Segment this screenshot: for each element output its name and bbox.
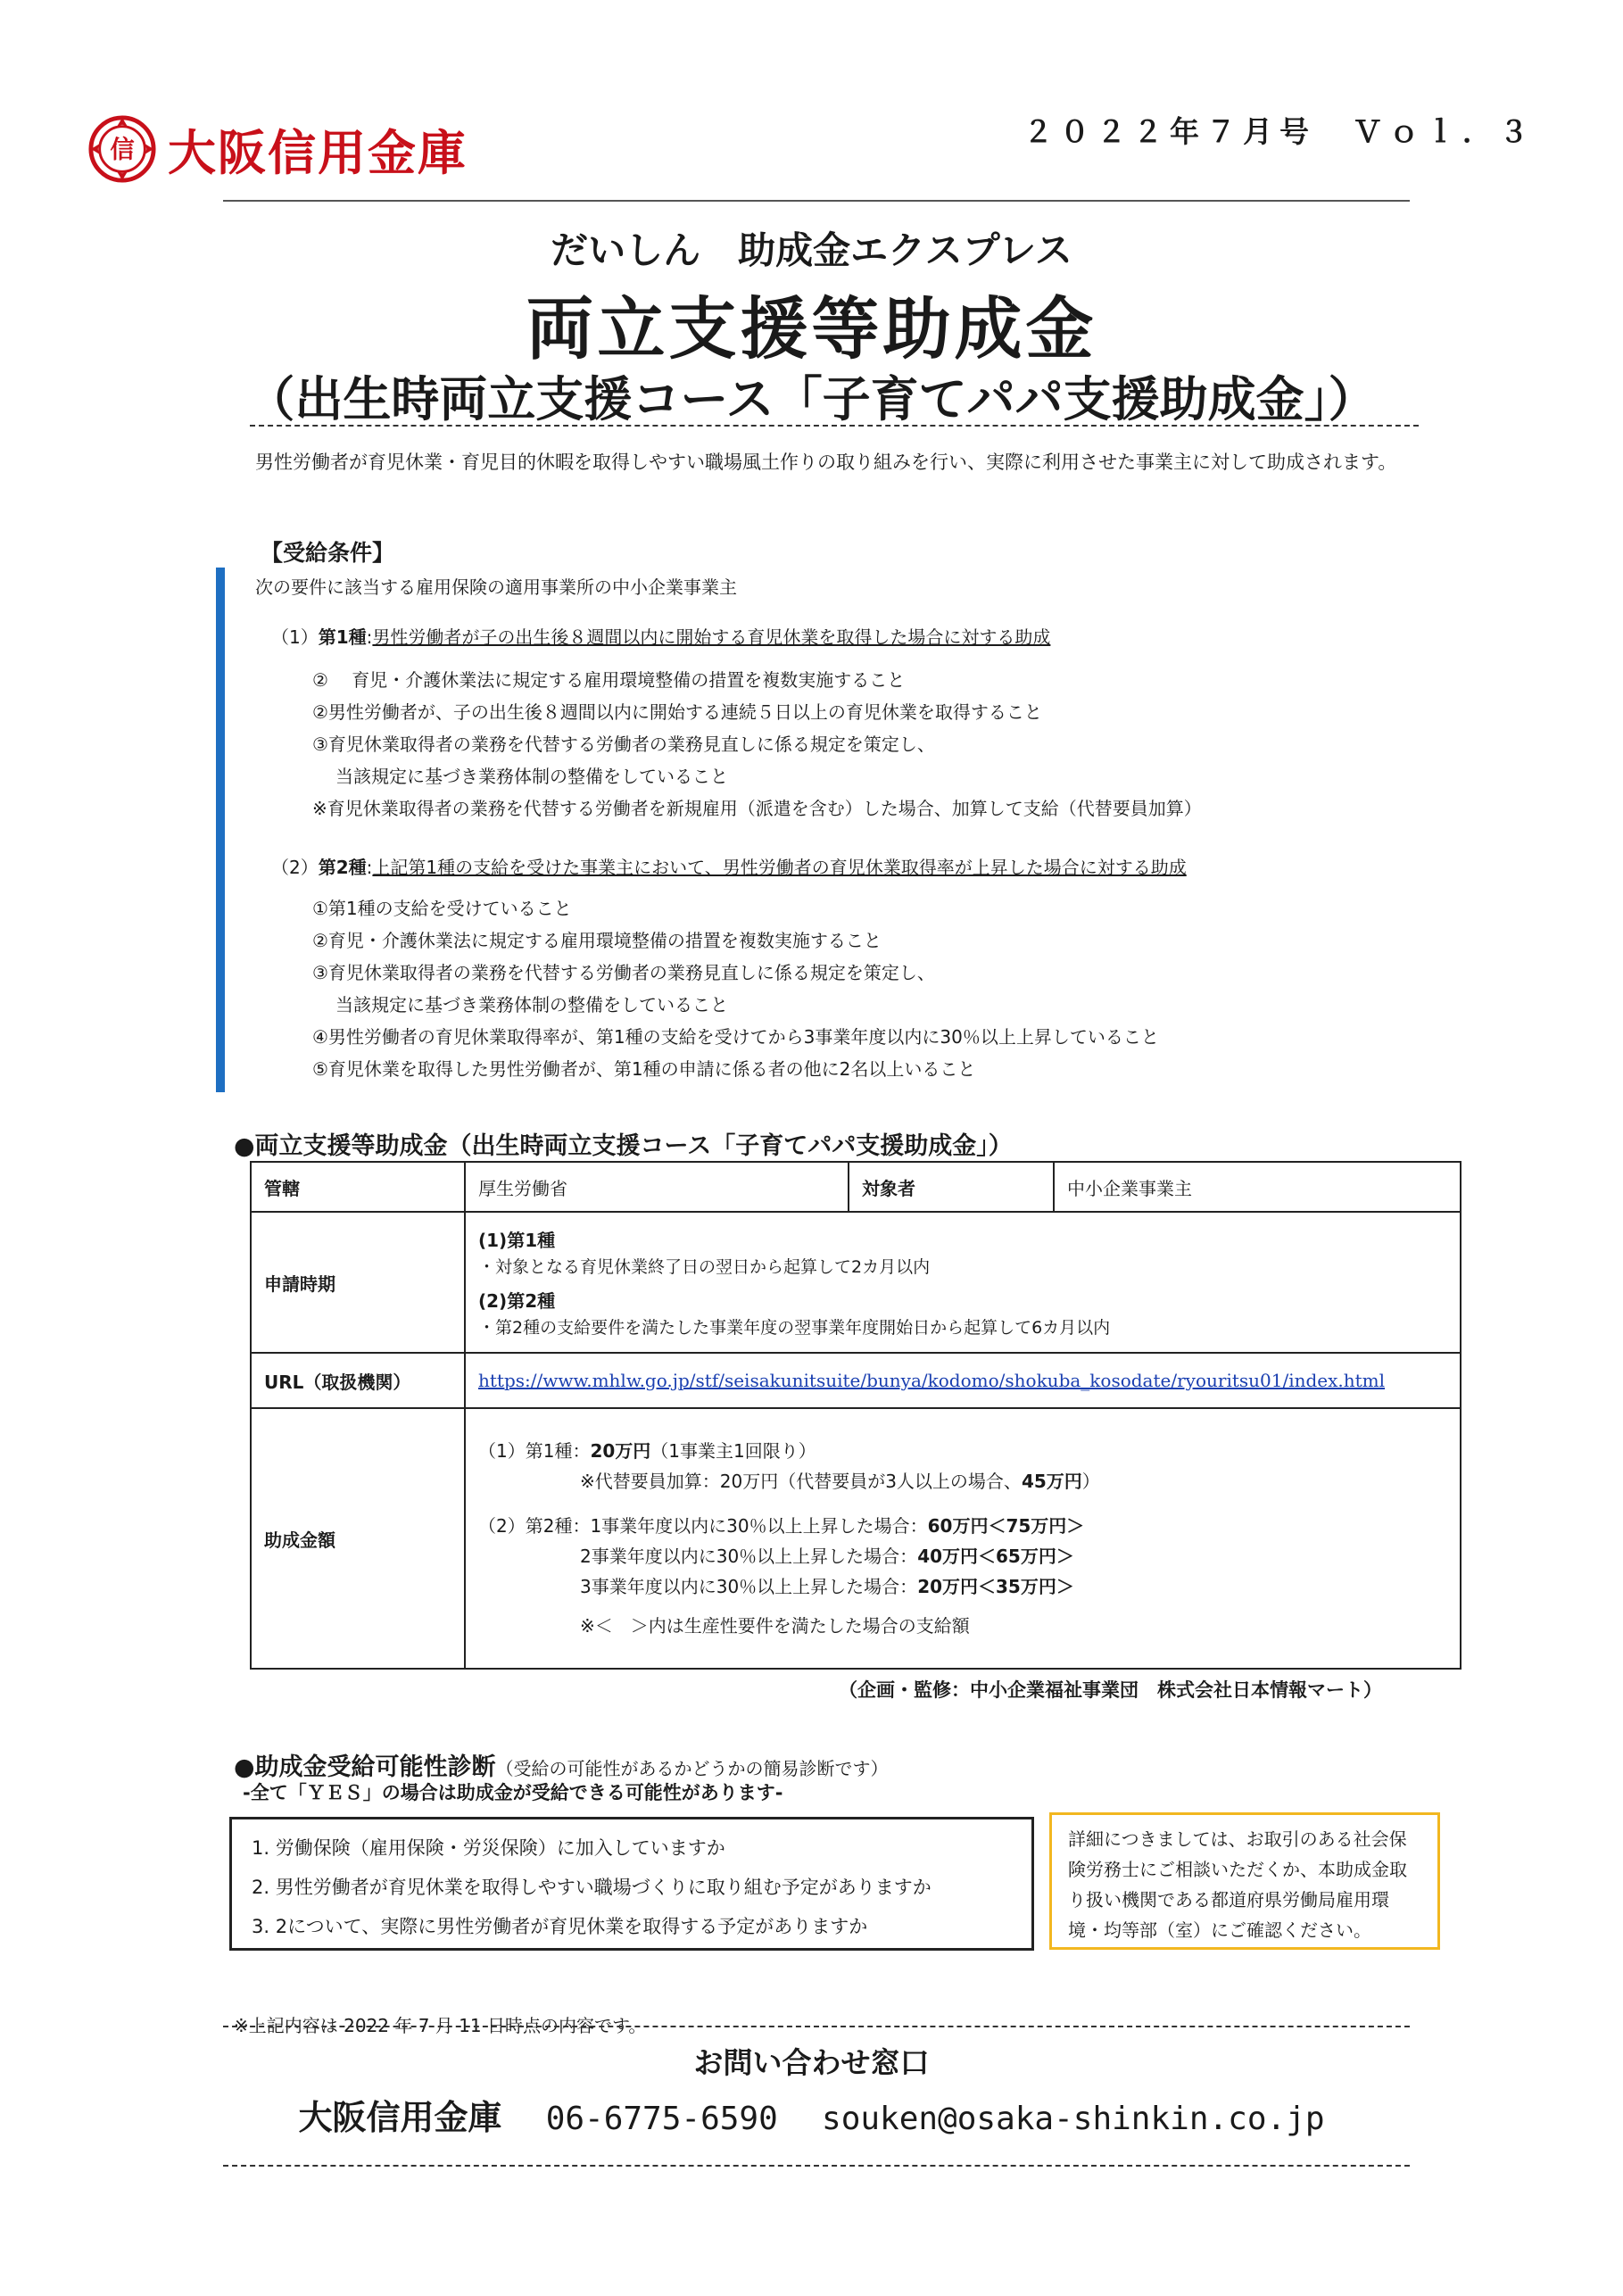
as-of-note: ※上記内容は 2022 年 7 月 11 日時点の内容です。 bbox=[234, 2015, 647, 2036]
target-label: 対象者 bbox=[849, 1162, 1054, 1212]
amount-label: 助成金額 bbox=[251, 1408, 465, 1669]
page-subtitle: （出生時両立支援コース「子育てパパ支援助成金」） bbox=[246, 371, 1377, 427]
table-title: ●両立支援等助成金（出生時両立支援コース「子育てパパ支援助成金」） bbox=[234, 1132, 1013, 1160]
jurisdiction-label: 管轄 bbox=[251, 1162, 465, 1212]
type1-name: 第1種 bbox=[318, 626, 367, 648]
period-type2-text: ・第2種の支給要件を満たした事業年度の翌事業年度開始日から起算して6カ月以内 bbox=[478, 1318, 1111, 1338]
amount-type1-addition: ※代替要員加算：20万円（代替要員が3人以上の場合、45万円） bbox=[580, 1471, 1100, 1492]
list-item: ②育児・介護休業法に規定する雇用環境整備の措置を複数実施すること bbox=[312, 930, 882, 951]
conditions-heading: 【受給条件】 bbox=[261, 540, 395, 566]
diagnosis-title: ●助成金受給可能性診断（受給の可能性があるかどうかの簡易診断です） bbox=[234, 1753, 889, 1781]
list-item: 当該規定に基づき業務体制の整備をしていること bbox=[335, 994, 728, 1015]
contact-org: 大阪信用金庫 bbox=[298, 2098, 502, 2137]
table-row bbox=[251, 1212, 1461, 1353]
brand-logo bbox=[87, 114, 468, 184]
amount-type2-line2: 2事業年度以内に30％以上上昇した場合：40万円＜65万円＞ bbox=[580, 1546, 1074, 1567]
subsidy-info-table bbox=[250, 1161, 1462, 1670]
mhlw-url-link[interactable]: https://www.mhlw.go.jp/stf/seisakunitsuite/bunya/kodomo/shokuba_kosodate/ryouritsu01/index.html bbox=[478, 1370, 1386, 1391]
list-item: 1. 労働保険（雇用保険・労災保険）に加入していますか bbox=[252, 1837, 725, 1859]
type1-desc: 男性労働者が子の出生後８週間以内に開始する育児休業を取得した場合に対する助成 bbox=[372, 626, 1051, 648]
list-item: ③育児休業取得者の業務を代替する労働者の業務見直しに係る規定を策定し、 bbox=[312, 962, 935, 983]
list-item: 2. 男性労働者が育児休業を取得しやすい職場づくりに取り組む予定がありますか bbox=[252, 1877, 932, 1898]
conditions-lead: 次の要件に該当する雇用保険の適用事業所の中小企業事業主 bbox=[255, 576, 737, 598]
list-item: ② 育児・介護休業法に規定する雇用環境整備の措置を複数実施すること bbox=[312, 669, 906, 691]
diagnosis-subtitle: -全て「ＹＥＳ」の場合は助成金が受給できる可能性があります- bbox=[243, 1782, 783, 1803]
period-value bbox=[465, 1212, 1461, 1353]
title-divider bbox=[250, 425, 1419, 427]
period-label: 申請時期 bbox=[251, 1212, 465, 1353]
bottom-divider bbox=[223, 2165, 1410, 2167]
list-item: 3. 2について、実際に男性労働者が育児休業を取得する予定がありますか bbox=[252, 1916, 868, 1937]
brand-name: 大阪信用金庫 bbox=[168, 124, 468, 181]
contact-phone[interactable]: 06-6775-6590 bbox=[545, 2101, 778, 2137]
table-row bbox=[251, 1162, 1461, 1212]
amount-value bbox=[465, 1408, 1461, 1669]
list-item: ④男性労働者の育児休業取得率が、第1種の支給を受けてから3事業年度以内に30％以上上昇していること bbox=[312, 1026, 1159, 1048]
type2-heading: （2）第2種:上記第1種の支給を受けた事業主において、男性労働者の育児休業取得率が上昇した場合に対する助成 bbox=[271, 857, 1187, 878]
type2-desc: 上記第1種の支給を受けた事業主において、男性労働者の育児休業取得率が上昇した場合に対する助成 bbox=[372, 857, 1187, 878]
amount-note: ※＜ ＞内は生産性要件を満たした場合の支給額 bbox=[580, 1615, 970, 1637]
type1-heading: （1）第1種:男性労働者が子の出生後８週間以内に開始する育児休業を取得した場合に対する助成 bbox=[271, 626, 1051, 648]
list-item: 当該規定に基づき業務体制の整備をしていること bbox=[335, 766, 728, 787]
intro-text: 男性労働者が育児休業・育児目的休暇を取得しやすい職場風土作りの取り組みを行い、実際に利用させた事業主に対して助成されます。 bbox=[255, 452, 1397, 473]
url-cell bbox=[465, 1353, 1461, 1408]
period-type1-text: ・対象となる育児休業終了日の翌日から起算して2カ月以内 bbox=[478, 1257, 931, 1277]
contact-email[interactable]: souken@osaka-shinkin.co.jp bbox=[822, 2101, 1325, 2137]
issue-number: ２０２２年７月号 Ｖｏｌ．３ bbox=[1023, 114, 1536, 149]
list-item: ⑤育児休業を取得した男性労働者が、第1種の申請に係る者の他に2名以上いること bbox=[312, 1058, 976, 1080]
conditions-accent-bar bbox=[216, 568, 225, 1092]
list-item: ①第1種の支給を受けていること bbox=[312, 898, 572, 919]
page-title: 両立支援等助成金 bbox=[526, 289, 1097, 369]
svg-text:信: 信 bbox=[110, 136, 135, 164]
period-type1-head: (1)第1種 bbox=[478, 1230, 556, 1251]
amount-type2-line1: （2）第2種：1事業年度以内に30％以上上昇した場合：60万円＜75万円＞ bbox=[478, 1515, 1085, 1537]
contact-title: お問い合わせ窓口 bbox=[693, 2045, 930, 2080]
table-row bbox=[251, 1408, 1461, 1669]
footer-divider bbox=[223, 2026, 1410, 2027]
credit-line: （企画・監修：中小企業福祉事業団 株式会社日本情報マート） bbox=[839, 1679, 1382, 1701]
list-item: ※育児休業取得者の業務を代替する労働者を新規雇用（派遣を含む）した場合、加算して支給（代替要員加算） bbox=[312, 798, 1202, 819]
target-value: 中小企業事業主 bbox=[1054, 1162, 1461, 1212]
jurisdiction-value: 厚生労働省 bbox=[465, 1162, 849, 1212]
amount-type1: （1）第1種：20万円（1事業主1回限り） bbox=[478, 1440, 816, 1462]
diagnosis-checklist bbox=[229, 1817, 1034, 1951]
table-row bbox=[251, 1353, 1461, 1408]
type1-requirements bbox=[312, 664, 1202, 825]
header-divider bbox=[223, 200, 1410, 202]
url-label: URL（取扱機関） bbox=[251, 1353, 465, 1408]
advice-box: 詳細につきましては、お取引のある社会保険労務士にご相談いただくか、本助成金取り扱い機関である都道府県労働局雇用環境・均等部（室）にご確認ください。 bbox=[1049, 1812, 1440, 1950]
type2-name: 第2種 bbox=[318, 857, 367, 878]
amount-type2-line3: 3事業年度以内に30％以上上昇した場合：20万円＜35万円＞ bbox=[580, 1576, 1074, 1597]
newsletter-series: だいしん 助成金エクスプレス bbox=[551, 228, 1072, 272]
period-type2-head: (2)第2種 bbox=[478, 1290, 556, 1312]
type2-requirements bbox=[312, 892, 1159, 1085]
shinkin-seal-icon bbox=[87, 114, 157, 184]
list-item: ②男性労働者が、子の出生後８週間以内に開始する連続５日以上の育児休業を取得すること bbox=[312, 701, 1042, 723]
list-item: ③育児休業取得者の業務を代替する労働者の業務見直しに係る規定を策定し、 bbox=[312, 734, 935, 755]
contact-line bbox=[0, 2090, 1623, 2139]
